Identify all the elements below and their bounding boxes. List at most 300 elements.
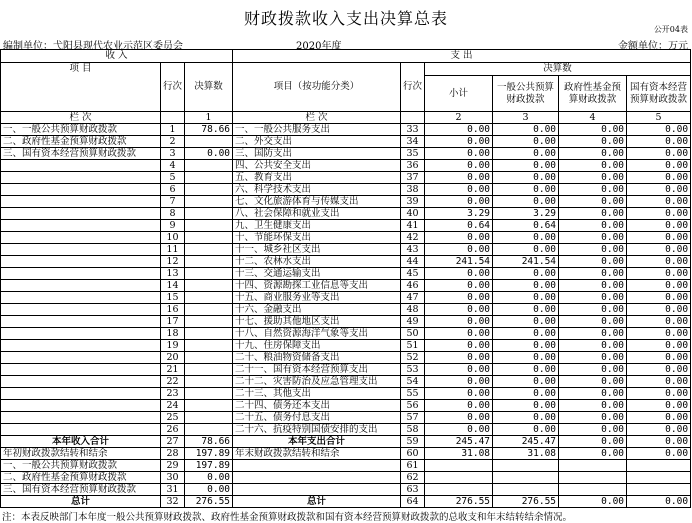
expense-row-no-header: 行次 <box>401 63 425 112</box>
expense-item: 十五、商业服务业等支出 <box>233 292 401 304</box>
general-budget-value: 0.00 <box>493 268 559 280</box>
soe-budget-value: 0.00 <box>627 316 691 328</box>
fund-budget-value: 0.00 <box>559 304 627 316</box>
table-row <box>1 172 691 184</box>
income-amount <box>185 172 233 184</box>
expense-row-no: 47 <box>401 292 425 304</box>
table-row <box>1 496 691 508</box>
income-row-no: 2 <box>161 136 185 148</box>
col-label-right: 栏 次 <box>233 112 401 124</box>
table-row <box>1 388 691 400</box>
fund-budget-value: 0.00 <box>559 232 627 244</box>
income-row-no: 32 <box>161 496 185 508</box>
soe-budget-value: 0.00 <box>627 172 691 184</box>
income-item <box>1 208 161 220</box>
subtotal-value: 0.00 <box>425 400 493 412</box>
income-amount: 197.89 <box>185 448 233 460</box>
income-row-no: 24 <box>161 400 185 412</box>
table-row <box>1 292 691 304</box>
table-row <box>1 328 691 340</box>
table-row <box>1 484 691 496</box>
expense-row-no: 52 <box>401 352 425 364</box>
income-amount <box>185 136 233 148</box>
income-item: 本年收入合计 <box>1 436 161 448</box>
income-row-no: 8 <box>161 208 185 220</box>
report-year: 2020年度 <box>296 41 342 52</box>
income-item: 总计 <box>1 496 161 508</box>
expense-item <box>233 472 401 484</box>
soe-budget-value: 0.00 <box>627 244 691 256</box>
soe-budget-value: 0.00 <box>627 304 691 316</box>
income-item <box>1 316 161 328</box>
soe-budget-value: 0.00 <box>627 148 691 160</box>
income-item: 二、政府性基金预算财政拨款 <box>1 472 161 484</box>
soe-budget-value: 0.00 <box>627 184 691 196</box>
fund-budget-value: 0.00 <box>559 340 627 352</box>
expense-row-no: 49 <box>401 316 425 328</box>
income-row-no: 17 <box>161 316 185 328</box>
table-row <box>1 460 691 472</box>
subtotal-value: 0.00 <box>425 268 493 280</box>
col-num-3: 3 <box>493 112 559 124</box>
income-item: 一、一般公共预算财政拨款 <box>1 460 161 472</box>
expense-item: 十二、农林水支出 <box>233 256 401 268</box>
soe-budget-value <box>627 472 691 484</box>
income-amount <box>185 220 233 232</box>
general-budget-value: 0.00 <box>493 376 559 388</box>
income-amount: 276.55 <box>185 496 233 508</box>
fund-budget-value: 0.00 <box>559 364 627 376</box>
table-row <box>1 352 691 364</box>
income-amount <box>185 328 233 340</box>
expense-row-no: 53 <box>401 364 425 376</box>
subtotal-value <box>425 460 493 472</box>
income-amount <box>185 208 233 220</box>
expense-row-no: 57 <box>401 412 425 424</box>
income-row-no: 23 <box>161 388 185 400</box>
subtotal-value: 31.08 <box>425 448 493 460</box>
general-budget-value: 0.00 <box>493 232 559 244</box>
fund-budget-value: 0.00 <box>559 196 627 208</box>
income-amount <box>185 232 233 244</box>
col-num-4: 4 <box>559 112 627 124</box>
table-row <box>1 232 691 244</box>
table-row <box>1 436 691 448</box>
table-row <box>1 208 691 220</box>
income-amount <box>185 412 233 424</box>
income-row-no: 1 <box>161 124 185 136</box>
general-budget-value: 0.00 <box>493 340 559 352</box>
expense-item: 四、公共安全支出 <box>233 160 401 172</box>
general-budget-value: 0.00 <box>493 388 559 400</box>
soe-budget-value: 0.00 <box>627 436 691 448</box>
expense-item: 十六、金融支出 <box>233 304 401 316</box>
income-row-no: 30 <box>161 472 185 484</box>
general-budget-value: 0.00 <box>493 184 559 196</box>
income-amount <box>185 196 233 208</box>
expense-item: 二十一、国有资本经营预算支出 <box>233 364 401 376</box>
income-row-no: 7 <box>161 196 185 208</box>
income-item <box>1 196 161 208</box>
soe-budget-value: 0.00 <box>627 124 691 136</box>
income-item <box>1 232 161 244</box>
expense-row-no: 44 <box>401 256 425 268</box>
income-item <box>1 340 161 352</box>
fund-budget-value: 0.00 <box>559 400 627 412</box>
col-num-5: 5 <box>627 112 691 124</box>
general-budget-value: 3.29 <box>493 208 559 220</box>
general-budget-value: 0.00 <box>493 172 559 184</box>
fund-budget-value: 0.00 <box>559 376 627 388</box>
subtotal-value: 0.00 <box>425 136 493 148</box>
expense-row-no: 38 <box>401 184 425 196</box>
income-row-no: 28 <box>161 448 185 460</box>
income-amount: 0.00 <box>185 148 233 160</box>
expense-item: 总计 <box>233 496 401 508</box>
fund-budget-value: 0.00 <box>559 184 627 196</box>
general-budget-value: 0.00 <box>493 196 559 208</box>
income-row-no: 19 <box>161 340 185 352</box>
income-amount <box>185 268 233 280</box>
subtotal-value: 0.64 <box>425 220 493 232</box>
income-amount <box>185 340 233 352</box>
table-row <box>1 124 691 136</box>
general-budget-value: 0.00 <box>493 280 559 292</box>
subtotal-value: 0.00 <box>425 316 493 328</box>
income-row-no: 9 <box>161 220 185 232</box>
soe-budget-value: 0.00 <box>627 388 691 400</box>
expense-row-no: 40 <box>401 208 425 220</box>
income-item <box>1 304 161 316</box>
soe-budget-value: 0.00 <box>627 364 691 376</box>
expense-item: 十四、资源勘探工业信息等支出 <box>233 280 401 292</box>
subtotal-value: 0.00 <box>425 388 493 400</box>
soe-budget-value: 0.00 <box>627 292 691 304</box>
income-item <box>1 220 161 232</box>
fund-budget-value: 0.00 <box>559 268 627 280</box>
general-budget-value: 245.47 <box>493 436 559 448</box>
general-budget-value: 0.00 <box>493 148 559 160</box>
general-budget-value: 0.00 <box>493 304 559 316</box>
expense-row-no: 60 <box>401 448 425 460</box>
fund-budget-value: 0.00 <box>559 424 627 436</box>
income-row-no: 20 <box>161 352 185 364</box>
subtotal-value: 0.00 <box>425 328 493 340</box>
general-budget-value: 0.00 <box>493 136 559 148</box>
table-row <box>1 412 691 424</box>
table-row <box>1 196 691 208</box>
expense-row-no: 50 <box>401 328 425 340</box>
general-budget-value <box>493 460 559 472</box>
table-row <box>1 148 691 160</box>
income-amount <box>185 292 233 304</box>
income-amount: 78.66 <box>185 124 233 136</box>
table-row <box>1 340 691 352</box>
income-amount <box>185 256 233 268</box>
table-row <box>1 136 691 148</box>
income-item: 三、国有资本经营预算财政拨款 <box>1 484 161 496</box>
general-budget-value: 276.55 <box>493 496 559 508</box>
soe-budget-value: 0.00 <box>627 136 691 148</box>
income-item <box>1 292 161 304</box>
general-budget-value: 31.08 <box>493 448 559 460</box>
income-item <box>1 412 161 424</box>
expense-row-no: 45 <box>401 268 425 280</box>
subtotal-value: 0.00 <box>425 304 493 316</box>
expense-row-no: 42 <box>401 232 425 244</box>
table-row <box>1 160 691 172</box>
expense-item: 七、文化旅游体育与传媒支出 <box>233 196 401 208</box>
expense-header: 支 出 <box>233 50 691 63</box>
income-item <box>1 400 161 412</box>
expense-item-header: 项目（按功能分类） <box>233 63 401 112</box>
expense-row-no: 48 <box>401 304 425 316</box>
expense-item: 二十二、灾害防治及应急管理支出 <box>233 376 401 388</box>
table-row <box>1 280 691 292</box>
income-amount <box>185 280 233 292</box>
income-row-no: 11 <box>161 244 185 256</box>
general-budget-value: 0.00 <box>493 328 559 340</box>
expense-row-no: 62 <box>401 472 425 484</box>
expense-row-no: 39 <box>401 196 425 208</box>
col-label-left: 栏 次 <box>1 112 161 124</box>
expense-row-no: 58 <box>401 424 425 436</box>
expense-row-no: 43 <box>401 244 425 256</box>
income-amount <box>185 304 233 316</box>
soe-budget-value: 0.00 <box>627 412 691 424</box>
income-row-no: 25 <box>161 412 185 424</box>
income-amount <box>185 364 233 376</box>
general-budget-value: 0.00 <box>493 364 559 376</box>
table-row <box>1 364 691 376</box>
income-row-no: 13 <box>161 268 185 280</box>
amount-unit: 金额单位：万元 <box>618 41 688 52</box>
fund-budget-value: 0.00 <box>559 244 627 256</box>
subtotal-value: 0.00 <box>425 196 493 208</box>
expense-row-no: 59 <box>401 436 425 448</box>
income-item <box>1 352 161 364</box>
subtotal-value: 0.00 <box>425 244 493 256</box>
expense-row-no: 64 <box>401 496 425 508</box>
subtotal-value: 0.00 <box>425 184 493 196</box>
expense-row-no: 46 <box>401 280 425 292</box>
fund-budget-value <box>559 484 627 496</box>
expense-item: 二十、粮油物资储备支出 <box>233 352 401 364</box>
income-row-no: 29 <box>161 460 185 472</box>
subtotal-value: 0.00 <box>425 376 493 388</box>
soe-budget-value: 0.00 <box>627 352 691 364</box>
table-row <box>1 424 691 436</box>
expense-row-no: 63 <box>401 484 425 496</box>
income-amount: 0.00 <box>185 484 233 496</box>
general-budget-value <box>493 472 559 484</box>
income-row-no: 15 <box>161 292 185 304</box>
income-item <box>1 244 161 256</box>
general-budget-value: 0.00 <box>493 412 559 424</box>
income-row-no: 26 <box>161 424 185 436</box>
income-row-no: 21 <box>161 364 185 376</box>
expense-row-no: 34 <box>401 136 425 148</box>
subtotal-value <box>425 484 493 496</box>
soe-budget-value: 0.00 <box>627 376 691 388</box>
budget-table <box>0 49 691 508</box>
income-row-no: 5 <box>161 172 185 184</box>
income-row-no: 4 <box>161 160 185 172</box>
income-item <box>1 388 161 400</box>
expense-item: 本年支出合计 <box>233 436 401 448</box>
subtotal-value: 0.00 <box>425 172 493 184</box>
fund-budget-value: 0.00 <box>559 448 627 460</box>
income-amount <box>185 376 233 388</box>
general-budget-value: 0.64 <box>493 220 559 232</box>
table-row <box>1 256 691 268</box>
expense-row-no: 36 <box>401 160 425 172</box>
income-item <box>1 172 161 184</box>
subtotal-value <box>425 472 493 484</box>
soe-budget-value: 0.00 <box>627 220 691 232</box>
subtotal-header: 小计 <box>425 76 493 112</box>
income-item <box>1 376 161 388</box>
soe-budget-value: 0.00 <box>627 340 691 352</box>
general-budget-value: 0.00 <box>493 352 559 364</box>
expense-item: 八、社会保障和就业支出 <box>233 208 401 220</box>
table-row <box>1 244 691 256</box>
subtotal-value: 0.00 <box>425 232 493 244</box>
income-item: 一、一般公共预算财政拨款 <box>1 124 161 136</box>
fund-budget-value: 0.00 <box>559 148 627 160</box>
expense-row-no: 55 <box>401 388 425 400</box>
subtotal-value: 0.00 <box>425 148 493 160</box>
footnote: 注：本表反映部门本年度一般公共预算财政拨款、政府性基金预算财政拨款和国有资本经营预算财政拨款的总收支和年末结转结余情况。 <box>2 512 573 523</box>
general-budget-value <box>493 484 559 496</box>
expense-row-no: 61 <box>401 460 425 472</box>
subtotal-value: 276.55 <box>425 496 493 508</box>
fund-budget-value: 0.00 <box>559 352 627 364</box>
fund-budget-value: 0.00 <box>559 220 627 232</box>
income-row-no: 10 <box>161 232 185 244</box>
fund-budget-value: 0.00 <box>559 412 627 424</box>
income-header: 收 入 <box>1 50 233 63</box>
income-item <box>1 184 161 196</box>
income-row-no: 22 <box>161 376 185 388</box>
fund-budget-header: 政府性基金预算财政拨款 <box>559 76 627 112</box>
expense-item: 十、节能环保支出 <box>233 232 401 244</box>
fund-budget-value: 0.00 <box>559 436 627 448</box>
soe-budget-value <box>627 460 691 472</box>
fund-budget-value: 0.00 <box>559 136 627 148</box>
expense-item <box>233 484 401 496</box>
unit-label: 编制单位：弋阳县现代农业示范区委员会 <box>3 41 183 52</box>
soe-budget-value: 0.00 <box>627 196 691 208</box>
expense-item: 三、国防支出 <box>233 148 401 160</box>
income-row-no: 6 <box>161 184 185 196</box>
soe-budget-value: 0.00 <box>627 496 691 508</box>
income-amount <box>185 388 233 400</box>
income-amount <box>185 160 233 172</box>
soe-budget-value: 0.00 <box>627 328 691 340</box>
expense-item: 十九、住房保障支出 <box>233 340 401 352</box>
subtotal-value: 3.29 <box>425 208 493 220</box>
income-item <box>1 280 161 292</box>
income-item-header: 项 目 <box>1 63 161 112</box>
income-item <box>1 424 161 436</box>
income-row-no: 14 <box>161 280 185 292</box>
soe-budget-value: 0.00 <box>627 256 691 268</box>
soe-budget-value: 0.00 <box>627 160 691 172</box>
expense-row-no: 37 <box>401 172 425 184</box>
expense-item: 二十五、债务付息支出 <box>233 412 401 424</box>
income-row-no: 3 <box>161 148 185 160</box>
expense-item: 九、卫生健康支出 <box>233 220 401 232</box>
expense-item: 二十三、其他支出 <box>233 388 401 400</box>
income-item <box>1 364 161 376</box>
fund-budget-value: 0.00 <box>559 280 627 292</box>
expense-row-no: 41 <box>401 220 425 232</box>
income-amount: 197.89 <box>185 460 233 472</box>
soe-budget-value: 0.00 <box>627 280 691 292</box>
income-row-no: 31 <box>161 484 185 496</box>
income-amount: 78.66 <box>185 436 233 448</box>
income-item <box>1 256 161 268</box>
col-num-2: 2 <box>425 112 493 124</box>
general-budget-header: 一般公共预算财政拨款 <box>493 76 559 112</box>
fund-budget-value: 0.00 <box>559 256 627 268</box>
expense-item <box>233 460 401 472</box>
income-item: 二、政府性基金预算财政拨款 <box>1 136 161 148</box>
table-row <box>1 184 691 196</box>
table-row <box>1 400 691 412</box>
income-item <box>1 328 161 340</box>
expense-item: 六、科学技术支出 <box>233 184 401 196</box>
income-row-no: 27 <box>161 436 185 448</box>
subtotal-value: 0.00 <box>425 280 493 292</box>
expense-item: 年末财政拨款结转和结余 <box>233 448 401 460</box>
subtotal-value: 0.00 <box>425 124 493 136</box>
income-item: 三、国有资本经营预算财政拨款 <box>1 148 161 160</box>
income-amount <box>185 316 233 328</box>
soe-budget-value: 0.00 <box>627 448 691 460</box>
col-num-1: 1 <box>185 112 233 124</box>
income-item <box>1 160 161 172</box>
subtotal-value: 0.00 <box>425 412 493 424</box>
income-row-no: 12 <box>161 256 185 268</box>
general-budget-value: 0.00 <box>493 124 559 136</box>
fund-budget-value: 0.00 <box>559 388 627 400</box>
expense-item: 十七、援助其他地区支出 <box>233 316 401 328</box>
subtotal-value: 0.00 <box>425 340 493 352</box>
income-row-no: 16 <box>161 304 185 316</box>
expense-amount-header: 决算数 <box>425 63 691 76</box>
table-row <box>1 376 691 388</box>
expense-item: 十一、城乡社区支出 <box>233 244 401 256</box>
table-row <box>1 472 691 484</box>
general-budget-value: 0.00 <box>493 244 559 256</box>
subtotal-value: 0.00 <box>425 292 493 304</box>
income-item <box>1 268 161 280</box>
table-row <box>1 448 691 460</box>
income-amount-header: 决算数 <box>185 63 233 112</box>
general-budget-value: 241.54 <box>493 256 559 268</box>
income-amount <box>185 424 233 436</box>
fund-budget-value: 0.00 <box>559 316 627 328</box>
expense-item: 二、外交支出 <box>233 136 401 148</box>
income-amount: 0.00 <box>185 472 233 484</box>
fund-budget-value <box>559 472 627 484</box>
expense-item: 二十四、债务还本支出 <box>233 400 401 412</box>
subtotal-value: 0.00 <box>425 364 493 376</box>
subtotal-value: 245.47 <box>425 436 493 448</box>
fund-budget-value <box>559 460 627 472</box>
